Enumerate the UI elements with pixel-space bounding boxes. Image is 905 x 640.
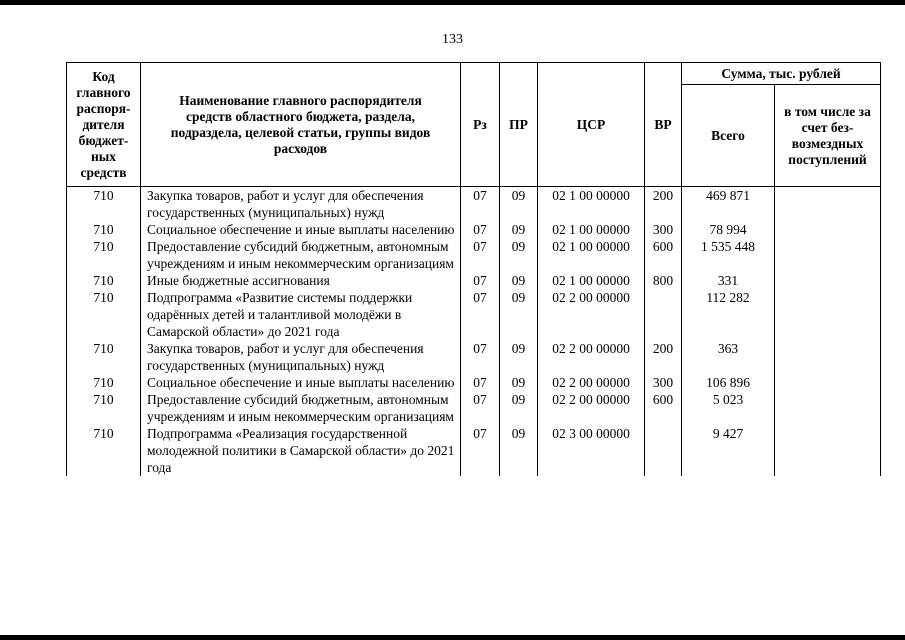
- cell-rz: 07: [461, 391, 500, 425]
- cell-csr: 02 2 00 00000: [538, 289, 645, 340]
- cell-code: 710: [67, 238, 141, 272]
- cell-total: 78 994: [682, 221, 775, 238]
- cell-vr: 600: [645, 391, 682, 425]
- cell-incl: [775, 221, 881, 238]
- cell-vr: 200: [645, 340, 682, 374]
- header-csr: ЦСР: [538, 63, 645, 187]
- table-row: [67, 187, 881, 222]
- table-body: [67, 187, 881, 477]
- cell-incl: [775, 425, 881, 476]
- cell-total: 106 896: [682, 374, 775, 391]
- cell-code: 710: [67, 340, 141, 374]
- cell-vr: [645, 289, 682, 340]
- cell-incl: [775, 187, 881, 222]
- cell-vr: [645, 425, 682, 476]
- cell-pr: 09: [500, 391, 538, 425]
- cell-rz: 07: [461, 187, 500, 222]
- cell-code: 710: [67, 272, 141, 289]
- cell-rz: 07: [461, 374, 500, 391]
- table-row: [67, 221, 881, 238]
- cell-pr: 09: [500, 221, 538, 238]
- header-pr: ПР: [500, 63, 538, 187]
- cell-name: Подпрограмма «Реализация государственной молодежной политики в Самарской области» до 2021 года: [141, 425, 461, 476]
- cell-name: Социальное обеспечение и иные выплаты населению: [141, 374, 461, 391]
- header-code: Код главного распоря-дителя бюджет-ных средств: [67, 63, 141, 187]
- cell-rz: 07: [461, 425, 500, 476]
- cell-rz: 07: [461, 340, 500, 374]
- table-row: [67, 272, 881, 289]
- cell-incl: [775, 272, 881, 289]
- cell-name: Закупка товаров, работ и услуг для обеспечения государственных (муниципальных) нужд: [141, 187, 461, 222]
- table-row: [67, 340, 881, 374]
- top-border-rule: [0, 0, 905, 5]
- cell-pr: 09: [500, 340, 538, 374]
- cell-total: 331: [682, 272, 775, 289]
- header-name: Наименование главного распорядителя средств областного бюджета, раздела, подраздела, целевой статьи, группы видов расходов: [141, 63, 461, 187]
- cell-total: 112 282: [682, 289, 775, 340]
- cell-name: Подпрограмма «Развитие системы поддержки одарённых детей и талантливой молодёжи в Самарской области» до 2021 года: [141, 289, 461, 340]
- table-row: [67, 391, 881, 425]
- cell-name: Иные бюджетные ассигнования: [141, 272, 461, 289]
- cell-code: 710: [67, 289, 141, 340]
- cell-pr: 09: [500, 289, 538, 340]
- cell-csr: 02 1 00 00000: [538, 272, 645, 289]
- header-rz: Рз: [461, 63, 500, 187]
- cell-vr: 600: [645, 238, 682, 272]
- cell-total: 5 023: [682, 391, 775, 425]
- cell-code: 710: [67, 187, 141, 222]
- cell-vr: 800: [645, 272, 682, 289]
- bottom-border-rule: [0, 635, 905, 640]
- cell-incl: [775, 238, 881, 272]
- header-vr: ВР: [645, 63, 682, 187]
- cell-csr: 02 3 00 00000: [538, 425, 645, 476]
- table-row: [67, 238, 881, 272]
- cell-name: Предоставление субсидий бюджетным, автономным учреждениям и иным некоммерческим организациям: [141, 238, 461, 272]
- cell-name: Социальное обеспечение и иные выплаты населению: [141, 221, 461, 238]
- cell-code: 710: [67, 221, 141, 238]
- cell-incl: [775, 391, 881, 425]
- cell-pr: 09: [500, 425, 538, 476]
- header-total: Всего: [682, 85, 775, 187]
- header-sum-group: Сумма, тыс. рублей: [682, 63, 881, 85]
- cell-pr: 09: [500, 272, 538, 289]
- cell-csr: 02 2 00 00000: [538, 391, 645, 425]
- cell-csr: 02 1 00 00000: [538, 221, 645, 238]
- cell-name: Предоставление субсидий бюджетным, автономным учреждениям и иным некоммерческим организациям: [141, 391, 461, 425]
- cell-vr: 200: [645, 187, 682, 222]
- cell-pr: 09: [500, 238, 538, 272]
- cell-vr: 300: [645, 374, 682, 391]
- page-number: 133: [442, 32, 463, 47]
- table-row: [67, 374, 881, 391]
- cell-incl: [775, 340, 881, 374]
- table-row: [67, 289, 881, 340]
- cell-total: 1 535 448: [682, 238, 775, 272]
- cell-total: 9 427: [682, 425, 775, 476]
- cell-vr: 300: [645, 221, 682, 238]
- cell-name: Закупка товаров, работ и услуг для обеспечения государственных (муниципальных) нужд: [141, 340, 461, 374]
- table-header: [67, 63, 881, 187]
- cell-csr: 02 2 00 00000: [538, 340, 645, 374]
- cell-csr: 02 1 00 00000: [538, 238, 645, 272]
- header-incl: в том числе за счет без-возмездных поступлений: [775, 85, 881, 187]
- cell-rz: 07: [461, 272, 500, 289]
- cell-total: 363: [682, 340, 775, 374]
- cell-rz: 07: [461, 238, 500, 272]
- cell-code: 710: [67, 391, 141, 425]
- cell-pr: 09: [500, 374, 538, 391]
- cell-rz: 07: [461, 221, 500, 238]
- budget-table: [66, 62, 881, 476]
- cell-csr: 02 2 00 00000: [538, 374, 645, 391]
- cell-rz: 07: [461, 289, 500, 340]
- cell-incl: [775, 374, 881, 391]
- cell-code: 710: [67, 374, 141, 391]
- cell-csr: 02 1 00 00000: [538, 187, 645, 222]
- cell-incl: [775, 289, 881, 340]
- cell-total: 469 871: [682, 187, 775, 222]
- cell-pr: 09: [500, 187, 538, 222]
- table-row: [67, 425, 881, 476]
- cell-code: 710: [67, 425, 141, 476]
